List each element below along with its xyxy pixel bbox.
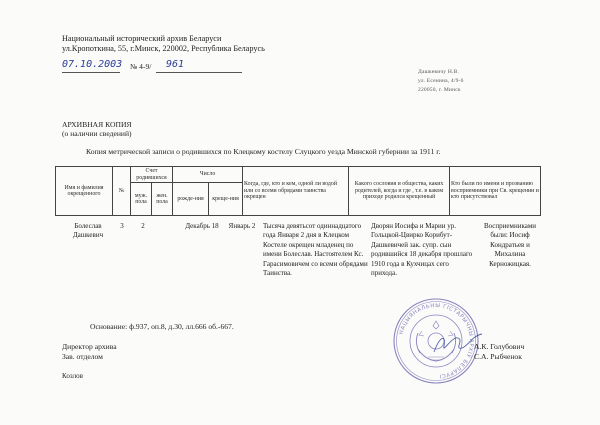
- director-name: А.К. Голубович: [474, 342, 525, 351]
- record-count-m: 3: [120, 222, 124, 230]
- date-underline: [62, 72, 120, 73]
- record-count-f: 2: [141, 222, 145, 230]
- reference-line: [62, 59, 242, 74]
- header-no: №: [113, 167, 131, 216]
- doc-title: Копия метрической записи о родившихся по Клецкому костелу Слуцкого уезда Минской губернии за 1911 г.: [86, 147, 441, 156]
- director-label: Директор архива: [62, 342, 117, 351]
- archive-name: Национальный исторический архив Беларуси: [62, 34, 222, 43]
- recipient-name: Дашкевичу Н.В.: [418, 69, 460, 75]
- header-count-f: жен. пола: [152, 183, 173, 216]
- number-underline: [156, 72, 242, 73]
- seal-text: НАЦЫЯНАЛЬНЫ ГІСТАРЫЧНЫ АРХІЎ БЕЛАРУСІ: [398, 302, 475, 379]
- header-parents: Какого сословия и общества, каких родителей, когда и где , т.е. в каком приходе родился крещенный: [349, 167, 450, 216]
- record-name: Болеслав Дашкевич: [72, 222, 104, 240]
- record-born: Декабрь 18: [185, 222, 219, 230]
- record-baptized: Январь 2: [228, 222, 256, 230]
- basis: Основание: ф.937, оп.8, д.30, лл.666 об.-667.: [90, 322, 234, 331]
- header-where: Когда, где, кто и кем, одной ли водой или со всеми обрядами таинства окрещен: [243, 167, 349, 216]
- doc-type: АРХИВНАЯ КОПИЯ: [62, 120, 132, 129]
- header-date: Число: [173, 167, 243, 183]
- record-godparents: Восприемниками были: Иосиф Кондратьев и Михалина Керножицкая.: [483, 222, 537, 268]
- header-born: рожде-ния: [173, 183, 209, 216]
- archive-address: ул.Кропоткина, 55, г.Минск, 220002, Республика Беларусь: [62, 44, 265, 53]
- header-godparents: Кто были по имени и прозванию восприемники при Св. крещении и кто присутствовал: [450, 167, 541, 216]
- register-table: [55, 166, 541, 216]
- number-prefix: № 4-9/: [130, 62, 152, 71]
- header-count: Счет родившихся: [131, 167, 173, 183]
- record-where: Тысяча девятьсот одиннадцатого года Января 2 дня в Клецком Костеле окрещен младенец по имени Болеслав. Настоятелем Кс. Гарасимовичем со всеми обрядами Таинства.: [263, 222, 368, 278]
- head-name: С.А. Рыбченок: [474, 352, 522, 361]
- header-count-m: муж. пола: [131, 183, 152, 216]
- doc-subtype: (о наличии сведений): [62, 129, 132, 138]
- record-parents: Дворян Иосифа и Марии ур. Гольцкой-Цвирко Корибут-Дашкевичей зак. супр. сын родившийся 18 декабря прошлаго 1910 года в Кухчицах сего прихода.: [371, 222, 473, 278]
- header-baptized: креще-ния: [209, 183, 243, 216]
- header-name: Имя и фамилия окрещенного: [56, 167, 113, 216]
- recipient-city: 220050, г. Минск: [418, 87, 461, 93]
- letter-date: 07.10.2003: [62, 59, 123, 70]
- executor: Козлов: [62, 372, 83, 380]
- letter-number: 961: [166, 59, 185, 70]
- head-label: Зав. отделом: [62, 352, 103, 361]
- recipient-street: ул. Есенина, 4/9-6: [418, 78, 464, 84]
